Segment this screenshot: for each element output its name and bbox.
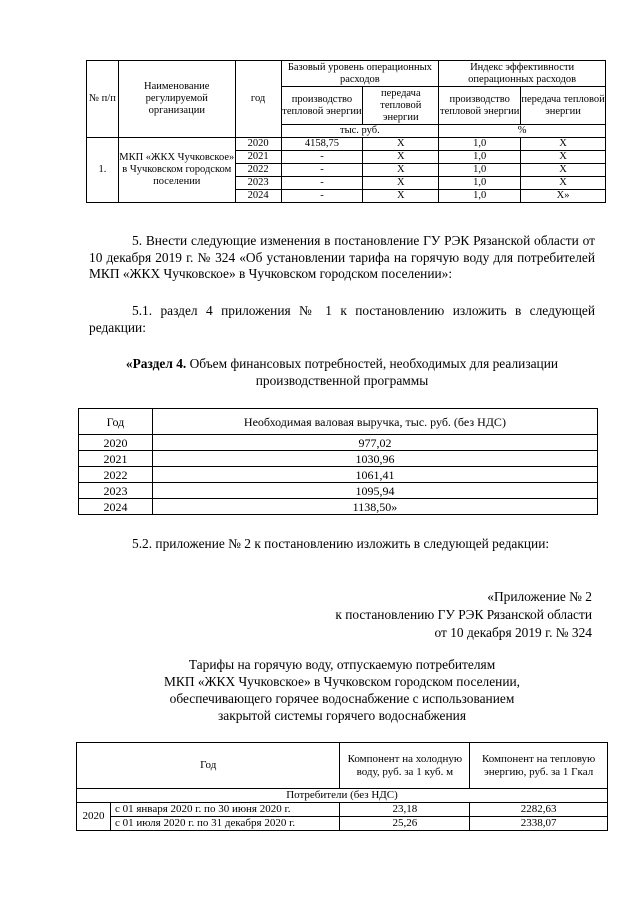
table-cell: 1030,96 [152,451,597,467]
header-production-idx: производство тепловой энергии [439,87,521,125]
header-year: Год [79,409,153,435]
tariff-title-line-4: закрытой системы горячего водоснабжения [218,708,466,723]
operating-expenses-table [86,60,606,203]
annex-line-3: от 10 декабря 2019 г. № 324 [434,625,592,640]
table-cell: 2338,07 [470,817,608,831]
tariff-title-line-3: обеспечивающего горячее водоснабжение с использованием [169,691,515,706]
header-efficiency-index: Индекс эффективности операционных расходов [439,61,606,87]
table-cell: Х [363,177,439,190]
table-cell: 2023 [235,177,281,190]
organization-name: МКП «ЖКХ Чучковское» в Чучковском городском поселении [118,138,235,203]
section-4-label: «Раздел 4. [125,356,187,371]
table-cell: 1095,94 [152,483,597,499]
row-number: 1. [87,138,119,203]
table-cell: 977,02 [152,435,597,451]
annex-line-1: «Приложение № 2 [487,589,592,604]
table-cell: 2021 [235,151,281,164]
table-cell: 2021 [79,451,153,467]
section-4-title: Объем финансовых потребностей, необходимых для реализации производственной программы [186,356,559,388]
table-cell: 2024 [235,190,281,203]
header-unit-rub: тыс. руб. [281,125,439,138]
header-production: производство тепловой энергии [281,87,363,125]
table-cell: 2020 [79,435,153,451]
tariff-table [76,742,608,831]
header-year: год [235,61,281,138]
table-cell: 25,26 [340,817,470,831]
table-cell: 1,0 [439,190,521,203]
header-base-level: Базовый уровень операционных расходов [281,61,439,87]
table-cell: 23,18 [340,803,470,817]
table-cell: 1,0 [439,177,521,190]
table-cell: 1,0 [439,164,521,177]
paragraph-5-1: 5.1. раздел 4 приложения № 1 к постановлению изложить в следующей редакции: [89,303,595,335]
paragraph-5-2: 5.2. приложение № 2 к постановлению изложить в следующей редакции: [132,536,550,551]
header-number: № п/п [87,61,119,138]
table-cell: с 01 января 2020 г. по 30 июня 2020 г. [110,803,339,817]
header-year: Год [77,743,340,789]
table-cell: Х [521,164,606,177]
table-cell: Х [363,190,439,203]
table-cell: - [281,190,363,203]
table-cell: - [281,151,363,164]
section-4-heading [89,356,595,389]
table-cell: 2024 [79,499,153,515]
table-cell: 4158,75 [281,138,363,151]
header-revenue: Необходимая валовая выручка, тыс. руб. (без НДС) [152,409,597,435]
header-transmission: передача тепловой энергии [363,87,439,125]
table-cell: 2282,63 [470,803,608,817]
table-cell: Х [521,151,606,164]
table-cell: Х» [521,190,606,203]
table-cell: 1,0 [439,138,521,151]
table-cell: с 01 июля 2020 г. по 31 декабря 2020 г. [110,817,339,831]
gross-revenue-table [78,408,598,515]
header-unit-pct: % [439,125,606,138]
table-cell: 1061,41 [152,467,597,483]
table-cell: Х [521,138,606,151]
table-cell: Х [521,177,606,190]
annex-line-2: к постановлению ГУ РЭК Рязанской области [335,607,592,622]
section-consumers: Потребители (без НДС) [77,789,608,803]
tariff-title-line-2: МКП «ЖКХ Чучковское» в Чучковском городском поселении, [163,674,521,689]
table-cell: 2023 [79,483,153,499]
header-organization: Наименование регулируемой организации [118,61,235,138]
table-cell: 2020 [77,803,111,831]
header-heat-energy: Компонент на тепловую энергию, руб. за 1 Гкал [470,743,608,789]
table-cell: Х [363,151,439,164]
table-cell: - [281,164,363,177]
table-cell: 2022 [79,467,153,483]
paragraph-5: 5. Внести следующие изменения в постановление ГУ РЭК Рязанской области от 10 декабря 2019 г. № 324 «Об установлении тарифа на горячую воду для потребителей МКП «ЖКХ Чучковское» в Чучковском городском поселении»: [89,233,595,281]
table-cell: 1,0 [439,151,521,164]
tariff-title-line-1: Тарифы на горячую воду, отпускаемую потребителям [188,657,496,672]
table-cell: 2022 [235,164,281,177]
table-cell: 2020 [235,138,281,151]
table-cell: 1138,50» [152,499,597,515]
header-cold-water: Компонент на холодную воду, руб. за 1 куб. м [340,743,470,789]
table-cell: - [281,177,363,190]
table-cell: Х [363,138,439,151]
table-cell: Х [363,164,439,177]
header-transmission-idx: передача тепловой энергии [521,87,606,125]
